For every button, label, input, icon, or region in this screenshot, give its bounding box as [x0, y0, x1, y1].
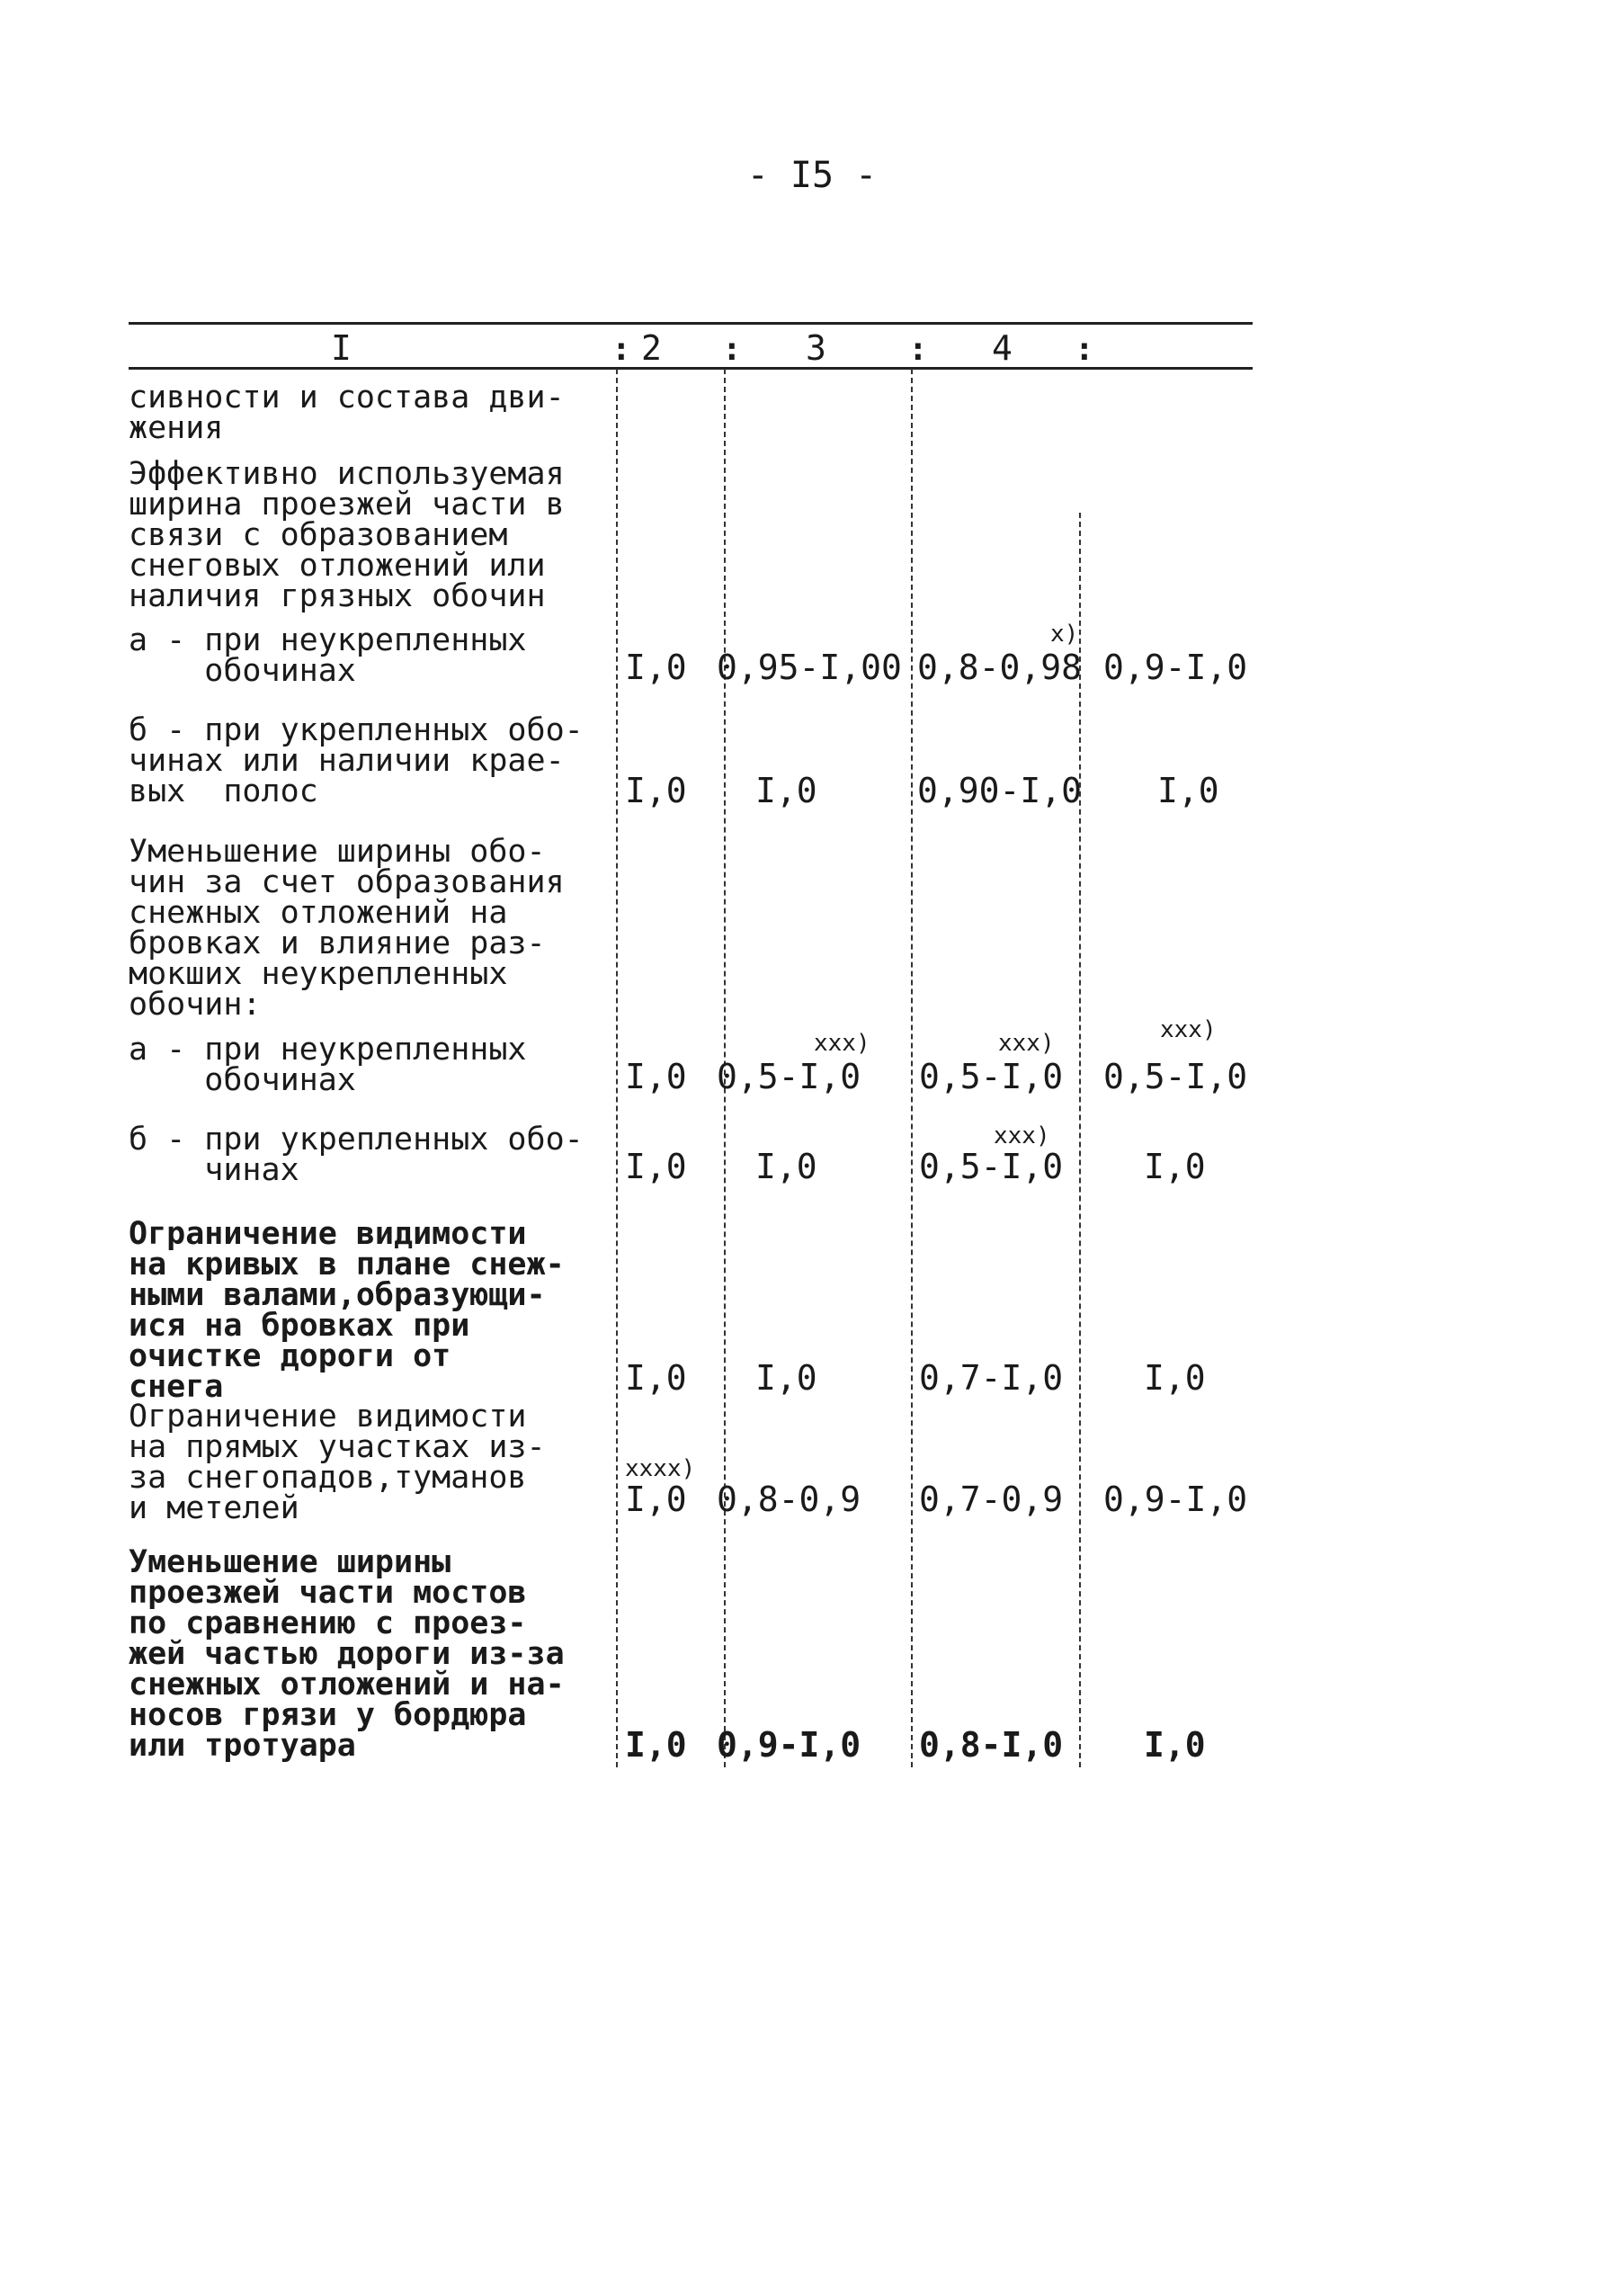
footnote-mark: xxx)	[998, 1030, 1055, 1057]
cell-value: 0,8-0,98	[917, 648, 1083, 687]
cell-value: I,0	[625, 648, 687, 687]
cell-value: I,0	[1144, 1358, 1206, 1398]
footnote-mark: xxxx)	[625, 1455, 696, 1482]
table-top-rule	[129, 322, 1253, 325]
footnote-mark: xxx)	[1160, 1016, 1217, 1043]
row-label: б - при укрепленных обо- чинах	[129, 1122, 584, 1188]
cell-value: 0,8-I,0	[919, 1725, 1064, 1765]
row-label: б - при укрепленных обо- чинах или наличии крае- вых полос	[129, 712, 584, 809]
cell-value: I,0	[625, 1480, 687, 1519]
cell-value: I,0	[625, 1725, 687, 1765]
header-separator: :	[611, 331, 631, 368]
cell-value: I,0	[1157, 771, 1219, 810]
footnote-mark: x)	[1050, 621, 1079, 648]
cell-value: I,0	[625, 771, 687, 810]
row-label: а - при неукрепленных обочинах	[129, 622, 527, 689]
cell-value: I,0	[755, 771, 817, 810]
cell-value: I,0	[625, 1358, 687, 1398]
cell-value: 0,5-I,0	[919, 1147, 1064, 1186]
cell-value: I,0	[1144, 1725, 1206, 1765]
cell-value: 0,9-I,0	[717, 1725, 861, 1765]
cell-value: I,0	[755, 1147, 817, 1186]
cell-value: 0,7-0,9	[919, 1480, 1064, 1519]
footnote-mark: xxx)	[814, 1030, 870, 1057]
cell-value: I,0	[755, 1358, 817, 1398]
cell-value: I,0	[625, 1057, 687, 1096]
cell-value: 0,9-I,0	[1103, 648, 1248, 687]
cell-value: 0,5-I,0	[919, 1057, 1064, 1096]
column-header-3: 3	[806, 328, 826, 368]
row-label: сивности и состава дви- жения	[129, 380, 565, 446]
cell-value: 0,95-I,00	[717, 648, 902, 687]
cell-value: 0,8-0,9	[717, 1480, 861, 1519]
column-divider	[1079, 513, 1081, 1767]
cell-value: I,0	[1144, 1147, 1206, 1186]
row-label: Ограничение видимости на прямых участках из- за снегопадов,туманов и метелей	[129, 1399, 546, 1526]
cell-value: 0,5-I,0	[717, 1057, 861, 1096]
cell-value: 0,7-I,0	[919, 1358, 1064, 1398]
cell-value: 0,90-I,0	[917, 771, 1083, 810]
header-separator: :	[908, 331, 928, 368]
header-separator: :	[1075, 331, 1094, 368]
column-divider	[911, 369, 913, 1767]
column-divider	[616, 369, 618, 1767]
footnote-mark: xxx)	[994, 1122, 1050, 1149]
column-header-2: 2	[641, 328, 662, 368]
cell-value: 0,9-I,0	[1103, 1480, 1248, 1519]
row-label: а - при неукрепленных обочинах	[129, 1032, 527, 1098]
column-header-1: I	[331, 328, 352, 368]
column-header-4: 4	[992, 328, 1013, 368]
header-separator: :	[722, 331, 742, 368]
row-label: Уменьшение ширины обо- чин за счет образования снежных отложений на бровках и влияние раз- мокших неукрепленных обочин:	[129, 834, 565, 1023]
cell-value: I,0	[625, 1147, 687, 1186]
row-label: Эффективно используемая ширина проезжей части в связи с образованием снеговых отложений или наличия грязных обочин	[129, 456, 565, 614]
cell-value: 0,5-I,0	[1103, 1057, 1248, 1096]
row-label: Уменьшение ширины проезжей части мостов по сравнению с проез- жей частью дороги из-за снежных отложений и на- носов грязи у бордюра или тротуара	[129, 1544, 565, 1764]
row-label: Ограничение видимости на кривых в плане снеж- ными валами,образующи- ися на бровках при очистке дороги от снега	[129, 1216, 565, 1405]
page-number: - I5 -	[746, 155, 878, 196]
